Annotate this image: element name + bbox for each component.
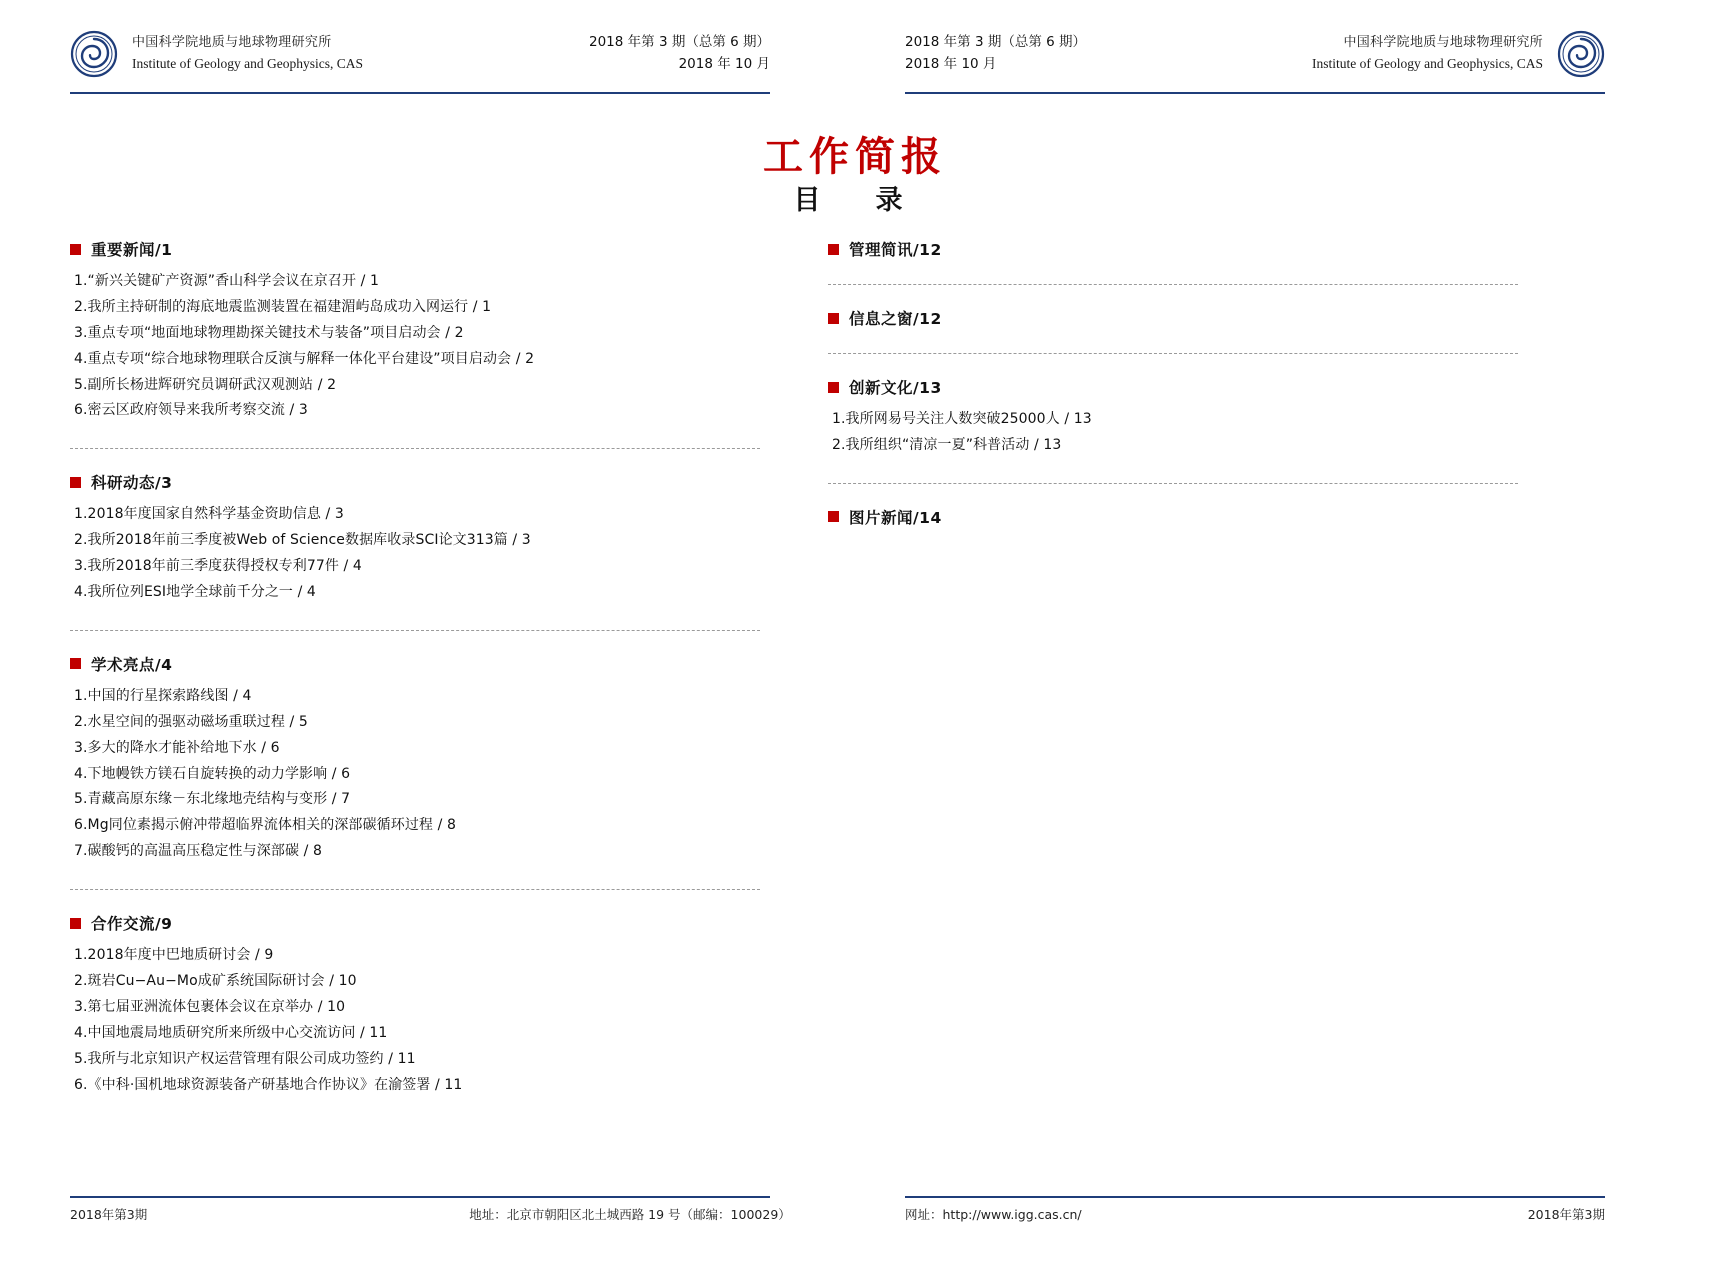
institute-name-en-right: Institute of Geology and Geophysics, CAS (1312, 55, 1543, 71)
institute-name-right (1312, 33, 1543, 74)
toc-entry[interactable]: 5.青藏高原东缘－东北缘地壳结构与变形 / 7 (74, 791, 351, 808)
toc-section-important-news (70, 238, 760, 424)
toc-left-column (70, 238, 760, 1098)
toc-entry[interactable]: 3.第七届亚洲流体包裹体会议在京举办 / 10 (74, 998, 346, 1015)
institute-block-right (1312, 30, 1605, 78)
toc-entry[interactable]: 6.Mg同位素揭示俯冲带超临界流体相关的深部碳循环过程 / 8 (74, 817, 456, 834)
footer-issue-left: 2018年第3期 (70, 1207, 148, 1222)
section-divider (70, 448, 760, 449)
toc-entry[interactable]: 1.我所网易号关注人数突破25000人 / 13 (832, 411, 1092, 427)
header-rule-left (70, 92, 770, 94)
section-header (828, 376, 1518, 398)
institute-name-cn: 中国科学院地质与地球物理研究所 (132, 35, 332, 51)
footer-website[interactable]: 网址：http://www.igg.cas.cn/ (905, 1207, 1082, 1222)
toc-section-research-news (70, 471, 760, 606)
toc-entry[interactable]: 6.密云区政府领导来我所考察交流 / 3 (74, 402, 308, 419)
toc-entry[interactable]: 5.副所长杨进辉研究员调研武汉观测站 / 2 (74, 376, 337, 393)
footer-issue-right: 2018年第3期 (1527, 1207, 1605, 1222)
issue-number-left: 2018 年第 3 期（总第 6 期） (589, 34, 770, 51)
bullet-square-icon (828, 382, 839, 393)
toc-entry[interactable]: 2.我所主持研制的海底地震监测装置在福建湄屿岛成功入网运行 / 1 (74, 298, 492, 315)
section-divider (828, 483, 1518, 484)
section-title[interactable]: 学术亮点/4 (91, 655, 173, 674)
section-divider (828, 284, 1518, 285)
section-divider (70, 889, 760, 890)
footer-rule-left (70, 1196, 770, 1198)
footer-rule-right (905, 1196, 1605, 1198)
toc-entry[interactable]: 4.下地幔铁方镁石自旋转换的动力学影响 / 6 (74, 765, 351, 782)
toc-entry[interactable]: 1.“新兴关键矿产资源”香山科学会议在京召开 / 1 (74, 273, 379, 289)
header-left (70, 30, 770, 78)
bullet-square-icon (70, 658, 81, 669)
section-header (828, 238, 1518, 260)
header-rule-right (905, 92, 1605, 94)
section-header (70, 912, 760, 934)
bullet-square-icon (70, 918, 81, 929)
page-title: 工作简报 (763, 134, 947, 180)
bullet-square-icon (70, 477, 81, 488)
toc-entry[interactable]: 2.斑岩Cu−Au−Mo成矿系统国际研讨会 / 10 (74, 973, 357, 990)
institute-name-en: Institute of Geology and Geophysics, CAS (132, 55, 363, 71)
toc-section-information-window (828, 307, 1518, 329)
section-header (70, 471, 760, 493)
toc-entry[interactable]: 4.中国地震局地质研究所来所级中心交流访问 / 11 (74, 1024, 388, 1041)
section-title[interactable]: 信息之窗/12 (849, 310, 942, 328)
toc-section-management-brief (828, 238, 1518, 260)
institute-name-left (132, 33, 363, 74)
toc-entry[interactable]: 6.《中科·国机地球资源装备产研基地合作协议》在渝签署 / 11 (74, 1076, 463, 1093)
section-header (70, 653, 760, 675)
toc-entry[interactable]: 3.多大的降水才能补给地下水 / 6 (74, 739, 280, 756)
section-title[interactable]: 重要新闻/1 (91, 241, 173, 259)
section-title[interactable]: 科研动态/3 (91, 474, 173, 493)
toc-entry[interactable]: 1.中国的行星探索路线图 / 4 (74, 687, 252, 704)
toc-section-innovation-culture (828, 376, 1518, 459)
section-title[interactable]: 图片新闻/14 (849, 508, 942, 527)
toc-entry[interactable]: 2.我所组织“清凉一夏”科普活动 / 13 (832, 436, 1062, 453)
toc-entry[interactable]: 3.重点专项“地面地球物理勘探关键技术与装备”项目启动会 / 2 (74, 324, 464, 341)
toc-section-cooperation (70, 912, 760, 1098)
toc-entry[interactable]: 2.我所2018年前三季度被Web of Science数据库收录SCI论文313篇 / 3 (74, 532, 531, 549)
bullet-square-icon (70, 244, 81, 255)
toc-entry[interactable]: 7.碳酸钙的高温高压稳定性与深部碳 / 8 (74, 843, 322, 860)
section-title[interactable]: 创新文化/13 (849, 379, 942, 397)
toc-entry[interactable]: 4.我所位列ESI地学全球前千分之一 / 4 (74, 584, 316, 601)
institute-logo-right-icon (1557, 30, 1605, 78)
section-divider (828, 353, 1518, 354)
section-header (70, 238, 760, 260)
toc-entry[interactable]: 1.2018年度国家自然科学基金资助信息 / 3 (74, 506, 344, 523)
bullet-square-icon (828, 313, 839, 324)
toc-entry[interactable]: 3.我所2018年前三季度获得授权专利77件 / 4 (74, 558, 362, 575)
toc-entry[interactable]: 2.水星空间的强驱动磁场重联过程 / 5 (74, 713, 308, 730)
section-title[interactable]: 管理简讯/12 (849, 241, 942, 259)
bullet-square-icon (828, 511, 839, 522)
section-divider (70, 630, 760, 631)
section-header (828, 307, 1518, 329)
institute-logo-left-icon (70, 30, 118, 78)
toc-right-column (828, 238, 1518, 537)
toc-section-academic-highlights (70, 653, 760, 865)
issue-info-right (905, 32, 1086, 75)
issue-number-right: 2018 年第 3 期（总第 6 期） (905, 34, 1086, 51)
toc-section-photo-news (828, 506, 1518, 528)
header-right (905, 30, 1605, 78)
footer-address: 地址：北京市朝阳区北土城西路 19 号（邮编：100029） (469, 1207, 791, 1222)
issue-date-left: 2018 年 10 月 (678, 56, 770, 72)
toc-entry[interactable]: 4.重点专项“综合地球物理联合反演与解释一体化平台建设”项目启动会 / 2 (74, 350, 535, 367)
bullet-square-icon (828, 244, 839, 255)
toc-heading: 目 录 (793, 185, 917, 216)
toc-entry[interactable]: 5.我所与北京知识产权运营管理有限公司成功签约 / 11 (74, 1050, 416, 1067)
issue-date-right: 2018 年 10 月 (905, 56, 997, 72)
section-title[interactable]: 合作交流/9 (91, 915, 173, 934)
institute-name-cn-right: 中国科学院地质与地球物理研究所 (1343, 35, 1543, 51)
section-header (828, 506, 1518, 528)
toc-entry[interactable]: 1.2018年度中巴地质研讨会 / 9 (74, 947, 274, 964)
issue-info-left (589, 32, 770, 75)
